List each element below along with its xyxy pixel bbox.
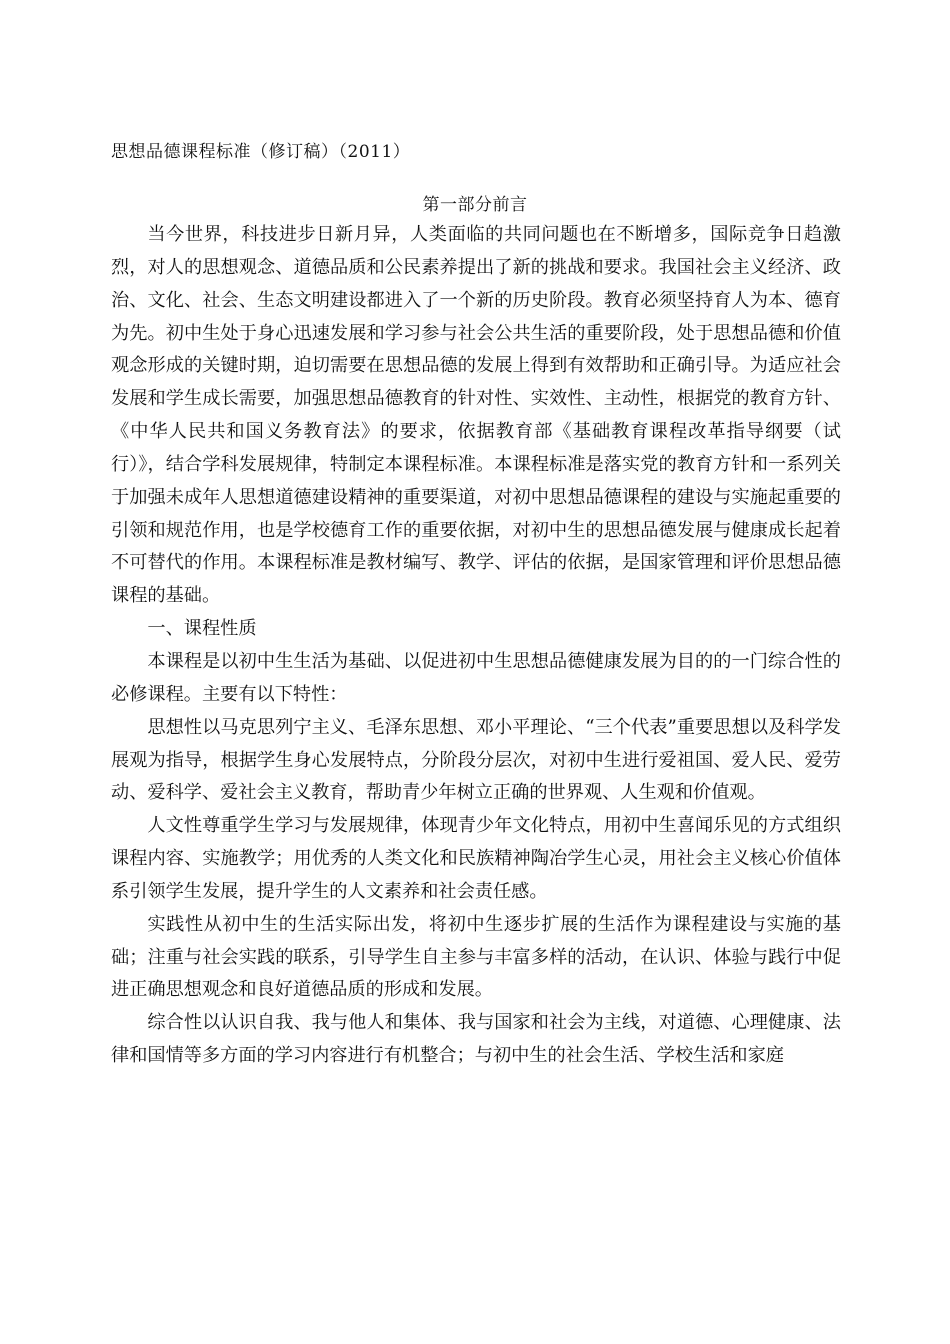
- paragraph-humanistic: 人文性尊重学生学习与发展规律，体现青少年文化特点，用初中生喜闻乐见的方式组织课程内容、实施教学；用优秀的人类文化和民族精神陶冶学生心灵，用社会主义核心价值体系引领学生发展，提升学生的人文素养和社会责任感。: [111, 815, 841, 902]
- paragraph-practical: 实践性从初中生的生活实际出发，将初中生逐步扩展的生活作为课程建设与实施的基础；注重与社会实践的联系，引导学生自主参与丰富多样的活动，在认识、体验与践行中促进正确思想观念和良好道德品质的形成和发展。: [111, 913, 841, 1001]
- paragraph-course-intro: 本课程是以初中生生活为基础、以促进初中生思想品德健康发展为目的的一门综合性的必修课程。主要有以下特性：: [111, 650, 841, 705]
- document-title: 思想品德课程标准（修订稿）（2011）: [111, 142, 411, 162]
- paragraph-comprehensive: 综合性以认识自我、我与他人和集体、我与国家和社会为主线，对道德、心理健康、法律和国情等多方面的学习内容进行有机整合；与初中生的社会生活、学校生活和家庭: [111, 1012, 841, 1067]
- paragraph-preface: 当今世界，科技进步日新月异，人类面临的共同问题也在不断增多，国际竞争日趋激烈，对人的思想观念、道德品质和公民素养提出了新的挑战和要求。我国社会主义经济、政治、文化、社会、生态文明建设都进入了一个新的历史阶段。教育必须坚持育人为本、德育为先。初中生处于身心迅速发展和学习参与社会公共生活的重要阶段，处于思想品德和价值观念形成的关键时期，迫切需要在思想品德的发展上得到有效帮助和正确引导。为适应社会发展和学生成长需要，加强思想品德教育的针对性、实效性、主动性，根据党的教育方针、《中华人民共和国义务教育法》的要求，依据教育部《基础教育课程改革指导纲要（试行）》，结合学科发展规律，特制定本课程标准。本课程标准是落实党的教育方针和一系列关于加强未成年人思想道德建设精神的重要渠道，对初中思想品德课程的建设与实施起重要的引领和规范作用，也是学校德育工作的重要依据，对初中生的思想品德发展与健康成长起着不可替代的作用。本课程标准是教材编写、教学、评估的依据，是国家管理和评价思想品德课程的基础。: [111, 224, 841, 607]
- document-body: [111, 219, 841, 1073]
- paragraph-ideological: 思想性以马克思列宁主义、毛泽东思想、邓小平理论、“三个代表”重要思想以及科学发展观为指导，根据学生身心发展特点，分阶段分层次，对初中生进行爱祖国、爱人民、爱劳动、爱科学、爱社会主义教育，帮助青少年树立正确的世界观、人生观和价值观。: [111, 716, 841, 804]
- paragraph-course-nature-heading: 一、课程性质: [147, 618, 257, 640]
- section-heading: 第一部分前言: [422, 195, 528, 215]
